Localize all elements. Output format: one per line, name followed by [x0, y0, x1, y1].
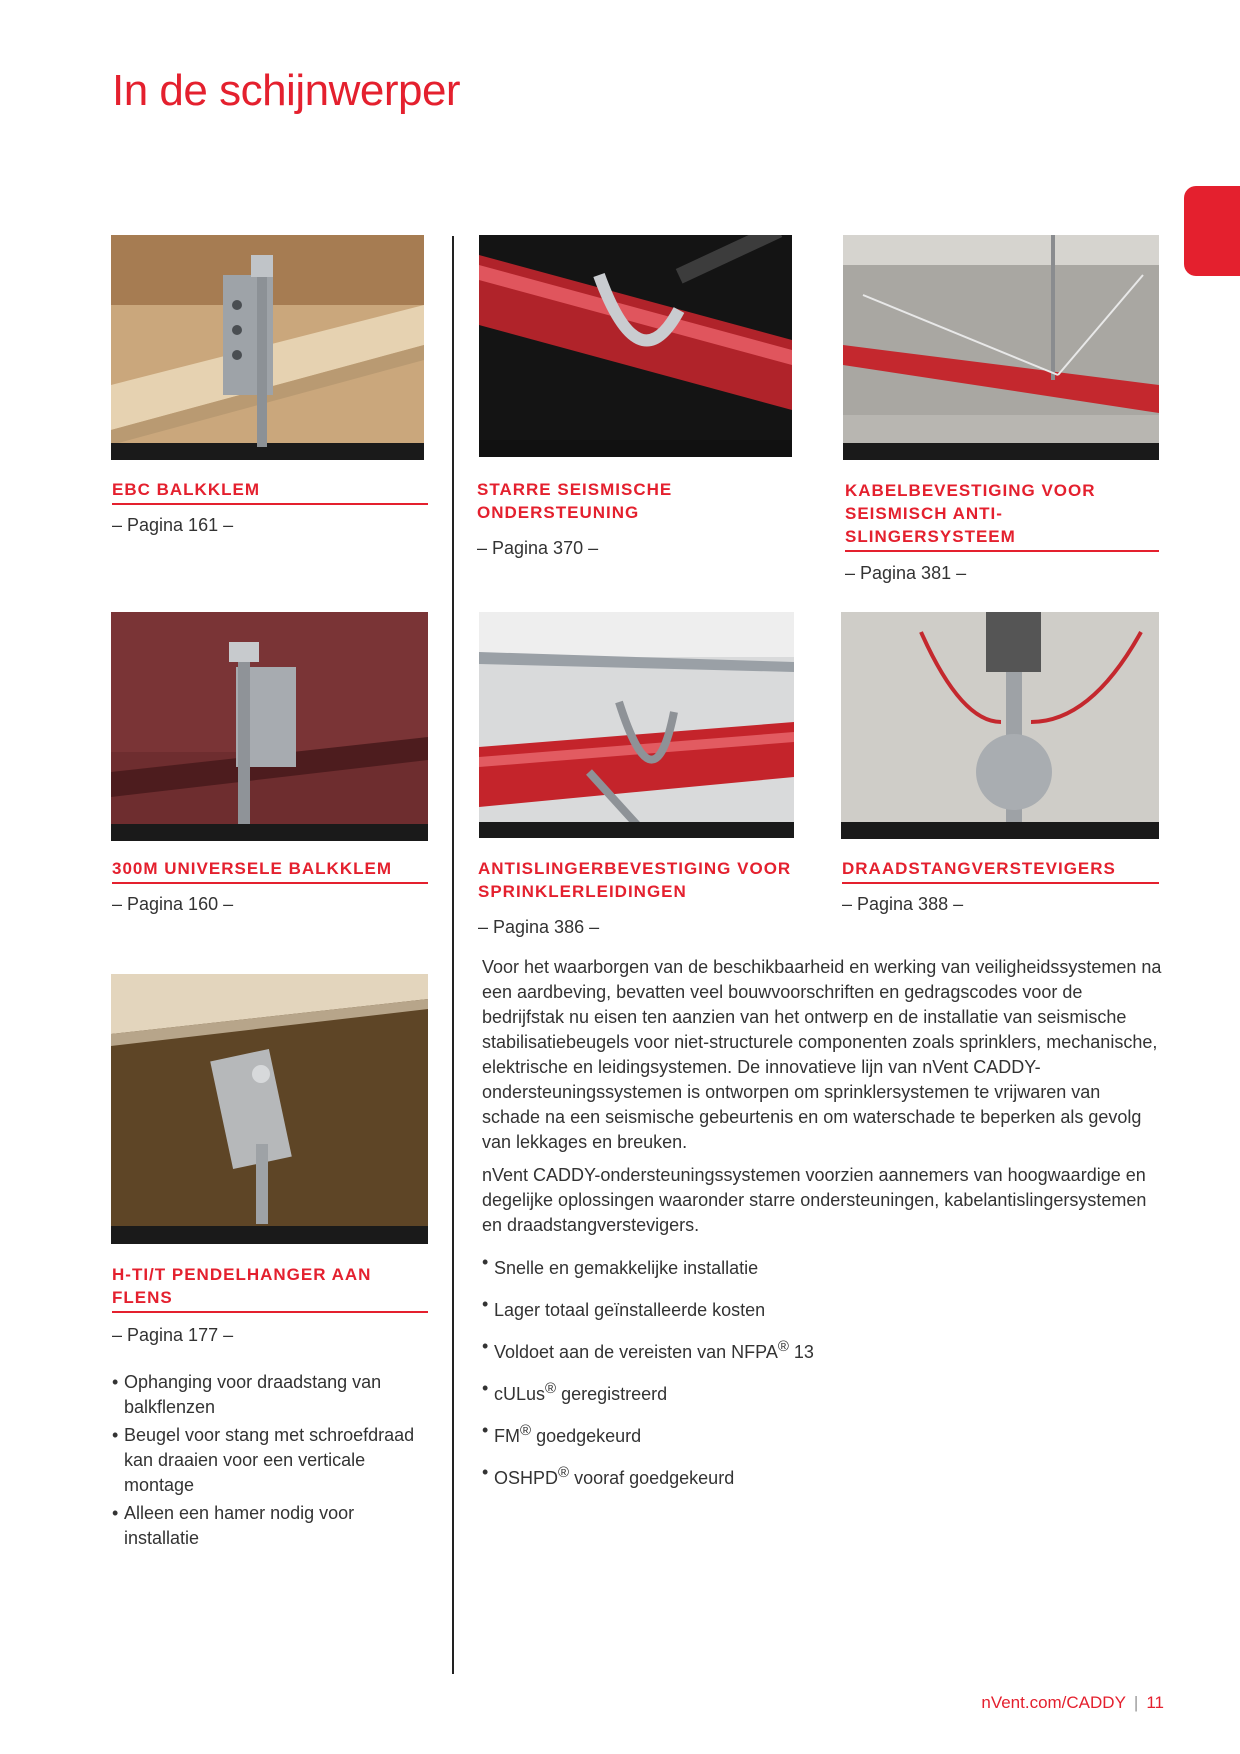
list-item: • Ophanging voor draadstang van balkflenzen [112, 1370, 432, 1420]
list-item: • cULus® geregistreerd [482, 1376, 1132, 1407]
list-item: • Lager totaal geïnstalleerde kosten [482, 1292, 1132, 1323]
page-number: 11 [1146, 1693, 1164, 1712]
sprinkler-anti-sway-photo [479, 612, 794, 838]
product-page-rod-stiffener: – Pagina 388 – [842, 894, 964, 914]
footer-separator: | [1133, 1693, 1139, 1712]
product-heading-rigid-brace: STARRE SEISMISCHE ONDERSTEUNING [477, 480, 673, 522]
ebc-beam-clamp-photo [111, 235, 424, 460]
product-page-flange-hanger: – Pagina 177 – [112, 1325, 234, 1345]
cable-anti-sway-photo [843, 235, 1159, 460]
intro-paragraph: Voor het waarborgen van de beschikbaarheid en werking van veiligheidssystemen na een aardbeving, bevatten veel bouwvoorschriften en gedragscodes voor de bedrijfstak nu eisen ten aanzien van het ontwerp en de installatie van seismische stabilisatiebeugels voor niet-structurele componenten zoals sprinklers, mechanische, elektrische en leidingsystemen. De innovatieve lijn van nVent CADDY-ondersteuningssystemen is ontworpen om sprinklersystemen te vrijwaren van schade na een seismische gebeurtenis en om waterschade te beperken als gevolg van lekkages en breuken. [482, 957, 1162, 1152]
rod-stiffener-photo [841, 612, 1159, 839]
product-heading-sprinkler-anti-sway: ANTISLINGERBEVESTIGING VOOR SPRINKLERLEIDINGEN [478, 859, 792, 901]
list-item: • FM® goedgekeurd [482, 1418, 1132, 1449]
benefits-list [482, 1250, 1132, 1502]
product-heading-cable-anti-sway: KABELBEVESTIGING VOOR SEISMISCH ANTI-SLINGERSYSTEEM [845, 479, 1159, 552]
product-heading-300m: 300M UNIVERSELE BALKKLEM [112, 857, 428, 884]
column-divider [452, 236, 454, 1674]
page-footer [981, 1693, 1164, 1713]
product-heading-flange-hanger: H-TI/T PENDELHANGER AAN FLENS [112, 1263, 428, 1313]
section-tab [1184, 186, 1240, 276]
product-page-ebc: – Pagina 161 – [112, 515, 234, 535]
product-heading-ebc: EBC BALKKLEM [112, 478, 428, 505]
product-page-300m: – Pagina 160 – [112, 894, 234, 914]
page-title: In de schijnwerper [112, 66, 461, 115]
solutions-paragraph: nVent CADDY-ondersteuningssystemen voorzien aannemers van hoogwaardige en degelijke oplossingen waaronder starre ondersteuningen, kabelantislingersystemen en draadstangverstevigers. [482, 1165, 1147, 1235]
flange-hanger-features [112, 1370, 432, 1554]
list-item: • OSHPD® vooraf goedgekeurd [482, 1460, 1132, 1491]
rigid-seismic-brace-photo [479, 235, 792, 457]
list-item: • Alleen een hamer nodig voor installatie [112, 1501, 432, 1551]
product-page-rigid-brace: – Pagina 370 – [477, 538, 599, 558]
product-page-sprinkler-anti-sway: – Pagina 386 – [478, 917, 600, 937]
product-heading-rod-stiffener: DRAADSTANGVERSTEVIGERS [842, 857, 1159, 884]
list-item: • Voldoet aan de vereisten van NFPA® 13 [482, 1334, 1132, 1365]
list-item: • Beugel voor stang met schroefdraad kan draaien voor een verticale montage [112, 1423, 432, 1498]
product-page-cable-anti-sway: – Pagina 381 – [845, 563, 967, 583]
list-item: • Snelle en gemakkelijke installatie [482, 1250, 1132, 1281]
universal-beam-clamp-photo [111, 612, 428, 841]
footer-url[interactable]: nVent.com/CADDY [981, 1693, 1126, 1712]
flange-hanger-photo [111, 974, 428, 1244]
